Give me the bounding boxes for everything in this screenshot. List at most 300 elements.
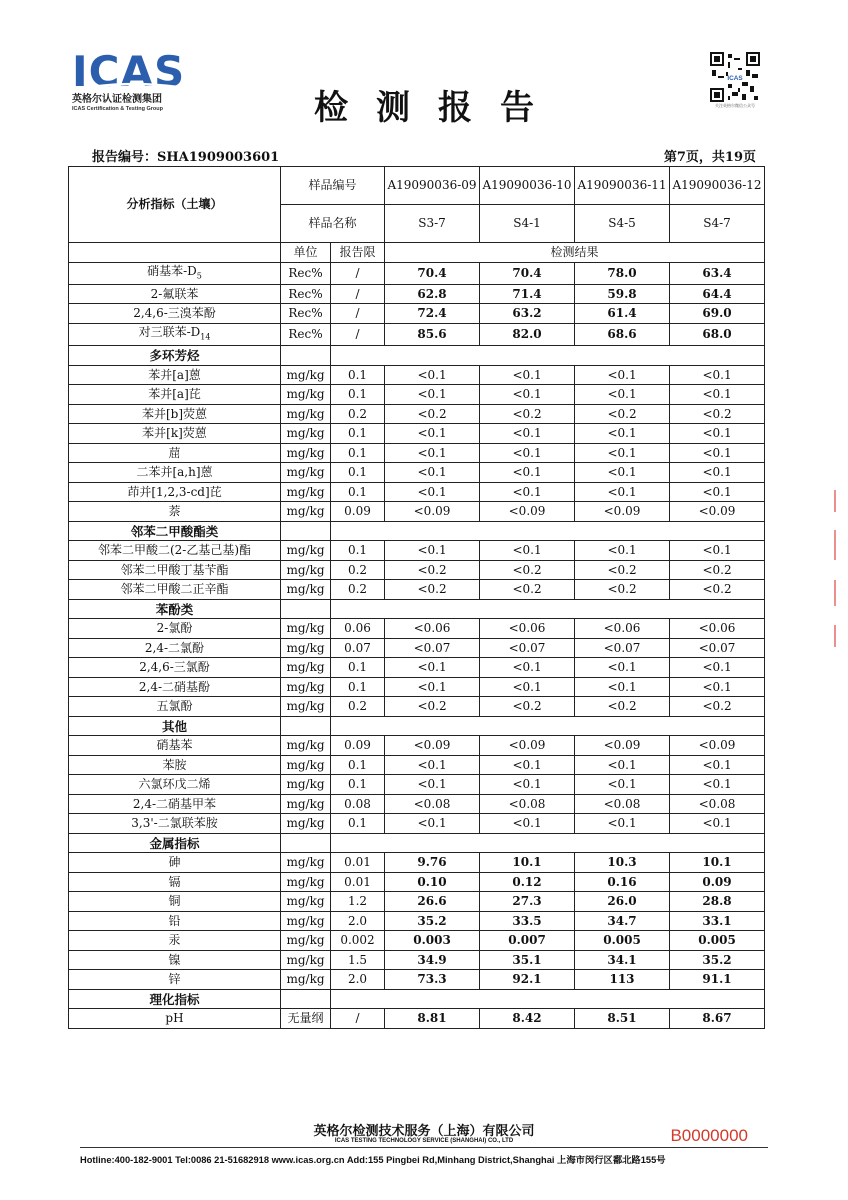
analyte-name [69, 323, 281, 345]
result-cell: <0.1 [670, 658, 765, 678]
limit-cell: 0.1 [331, 541, 385, 561]
result-cell: 59.8 [575, 284, 670, 304]
analyte-name-sub: 5 [196, 270, 202, 280]
result-cell: 35.2 [670, 950, 765, 970]
result-cell: <0.09 [480, 502, 575, 522]
result-cell: 82.0 [480, 323, 575, 345]
limit-cell: 0.1 [331, 365, 385, 385]
empty-cell [281, 833, 331, 853]
limit-cell: 0.09 [331, 736, 385, 756]
limit-cell: / [331, 1009, 385, 1029]
analyte-name: 2,4,6-三溴苯酚 [69, 304, 281, 324]
result-cell: <0.09 [385, 736, 480, 756]
section-title: 苯酚类 [69, 599, 281, 619]
unit-cell: 无量纲 [281, 1009, 331, 1029]
unit-cell: mg/kg [281, 794, 331, 814]
limit-cell: 0.01 [331, 853, 385, 873]
result-cell: <0.1 [480, 424, 575, 444]
qr-code-icon [710, 52, 760, 102]
table-row [69, 775, 765, 795]
sample-no-cell: A19090036-09 [385, 167, 480, 205]
result-cell: <0.08 [385, 794, 480, 814]
sample-no-cell: A19090036-10 [480, 167, 575, 205]
results-table [68, 166, 765, 1029]
table-row [69, 284, 765, 304]
result-cell: <0.2 [480, 580, 575, 600]
result-cell: 85.6 [385, 323, 480, 345]
result-cell: <0.1 [670, 814, 765, 834]
table-row [69, 482, 765, 502]
analyte-name: 砷 [69, 853, 281, 873]
sample-name-cell: S4-5 [575, 205, 670, 243]
result-cell: 63.2 [480, 304, 575, 324]
contact-line: Hotline:400-182-9001 Tel:0086 21-51682918 www.icas.org.cn Add:155 Pingbei Rd,Minhang District,Shanghai 上海市闵行区鄱北路155号 [80, 1155, 666, 1165]
limit-cell: / [331, 304, 385, 324]
result-cell: <0.1 [385, 658, 480, 678]
result-cell: <0.09 [670, 502, 765, 522]
result-cell: <0.1 [670, 424, 765, 444]
unit-cell: mg/kg [281, 560, 331, 580]
limit-cell: 0.08 [331, 794, 385, 814]
analyte-name [69, 262, 281, 284]
table-row [69, 638, 765, 658]
result-cell: <0.2 [385, 697, 480, 717]
result-cell: <0.1 [480, 755, 575, 775]
unit-cell: mg/kg [281, 814, 331, 834]
analyte-name: 镍 [69, 950, 281, 970]
result-cell: 78.0 [575, 262, 670, 284]
sample-no-label: 样品编号 [281, 167, 385, 205]
result-cell: <0.1 [480, 658, 575, 678]
result-cell: 8.51 [575, 1009, 670, 1029]
result-cell: <0.06 [385, 619, 480, 639]
table-row [69, 619, 765, 639]
limit-cell: 0.1 [331, 463, 385, 483]
sample-name-cell: S3-7 [385, 205, 480, 243]
section-title: 金属指标 [69, 833, 281, 853]
analyte-name: 邻苯二甲酸二(2-乙基己基)酯 [69, 541, 281, 561]
result-cell: 0.10 [385, 872, 480, 892]
limit-cell: 0.07 [331, 638, 385, 658]
result-cell: <0.2 [385, 404, 480, 424]
analyte-name: 二苯并[a,h]蒽 [69, 463, 281, 483]
result-cell: <0.2 [575, 560, 670, 580]
table-row [69, 385, 765, 405]
table-row [69, 736, 765, 756]
result-cell: 0.003 [385, 931, 480, 951]
result-cell: 64.4 [670, 284, 765, 304]
unit-cell: mg/kg [281, 736, 331, 756]
limit-cell: 0.06 [331, 619, 385, 639]
result-cell: <0.1 [480, 463, 575, 483]
result-cell: 33.5 [480, 911, 575, 931]
analyte-name: 茚并[1,2,3-cd]芘 [69, 482, 281, 502]
limit-cell: 1.5 [331, 950, 385, 970]
result-cell: 0.007 [480, 931, 575, 951]
result-cell: <0.1 [575, 814, 670, 834]
result-cell: 34.7 [575, 911, 670, 931]
sample-no-row [69, 167, 765, 205]
result-cell: <0.1 [575, 424, 670, 444]
limit-cell: 0.1 [331, 482, 385, 502]
result-cell: 72.4 [385, 304, 480, 324]
unit-label: 单位 [281, 243, 331, 263]
result-cell: 9.76 [385, 853, 480, 873]
serial-number: B0000000 [670, 1126, 748, 1145]
limit-cell: 0.1 [331, 443, 385, 463]
analyte-name: 2,4-二硝基酚 [69, 677, 281, 697]
table-row [69, 502, 765, 522]
analyte-name: pH [69, 1009, 281, 1029]
result-cell: <0.1 [385, 814, 480, 834]
result-cell: 68.0 [670, 323, 765, 345]
unit-cell: mg/kg [281, 755, 331, 775]
section-header-row [69, 599, 765, 619]
unit-cell: Rec% [281, 323, 331, 345]
empty-cell [281, 346, 331, 366]
result-cell: <0.1 [575, 365, 670, 385]
section-header-row [69, 716, 765, 736]
analyte-name: 汞 [69, 931, 281, 951]
analyte-name: 2,4-二硝基甲苯 [69, 794, 281, 814]
result-cell: <0.1 [385, 482, 480, 502]
result-cell: 26.6 [385, 892, 480, 912]
unit-cell: mg/kg [281, 872, 331, 892]
result-cell: <0.2 [575, 697, 670, 717]
result-cell: <0.1 [670, 775, 765, 795]
result-cell: 34.1 [575, 950, 670, 970]
result-cell: 10.1 [670, 853, 765, 873]
result-cell: <0.06 [670, 619, 765, 639]
result-cell: <0.07 [670, 638, 765, 658]
limit-cell: / [331, 284, 385, 304]
table-row [69, 262, 765, 284]
sample-name-cell: S4-7 [670, 205, 765, 243]
limit-cell: 0.2 [331, 580, 385, 600]
result-cell: 0.005 [670, 931, 765, 951]
result-cell: 63.4 [670, 262, 765, 284]
result-cell: <0.2 [385, 560, 480, 580]
empty-cell [331, 521, 765, 541]
limit-cell: 2.0 [331, 970, 385, 990]
result-cell: <0.1 [670, 385, 765, 405]
empty-cell [331, 599, 765, 619]
sample-no-cell: A19090036-12 [670, 167, 765, 205]
unit-cell: mg/kg [281, 404, 331, 424]
analyte-name: 苯并[k]荧蒽 [69, 424, 281, 444]
result-cell: 8.81 [385, 1009, 480, 1029]
result-cell: 27.3 [480, 892, 575, 912]
result-cell: <0.1 [575, 677, 670, 697]
result-cell: <0.1 [670, 443, 765, 463]
limit-cell: 0.1 [331, 755, 385, 775]
logo-wordmark: ICAS [72, 47, 186, 96]
unit-cell: mg/kg [281, 580, 331, 600]
result-cell: <0.1 [670, 755, 765, 775]
result-cell: <0.1 [575, 385, 670, 405]
analyte-name: 2,4,6-三氯酚 [69, 658, 281, 678]
analyte-name: 2-氯酚 [69, 619, 281, 639]
result-label: 检测结果 [385, 243, 765, 263]
table-row [69, 541, 765, 561]
limit-cell: 0.1 [331, 677, 385, 697]
table-row [69, 443, 765, 463]
result-cell: <0.1 [575, 775, 670, 795]
result-cell: <0.1 [480, 775, 575, 795]
limit-cell: / [331, 323, 385, 345]
result-cell: <0.08 [480, 794, 575, 814]
unit-cell: mg/kg [281, 892, 331, 912]
result-cell: <0.1 [575, 755, 670, 775]
table-row [69, 424, 765, 444]
unit-cell: mg/kg [281, 385, 331, 405]
company-name-en: ICAS TESTING TECHNOLOGY SERVICE (SHANGHAI) CO., LTD [334, 1138, 514, 1144]
unit-cell: mg/kg [281, 697, 331, 717]
analyte-name: 五氯酚 [69, 697, 281, 717]
limit-cell: / [331, 262, 385, 284]
analyte-name: 六氯环戊二烯 [69, 775, 281, 795]
result-cell: <0.07 [480, 638, 575, 658]
result-cell: <0.09 [670, 736, 765, 756]
result-cell: <0.1 [575, 482, 670, 502]
result-cell: <0.2 [575, 404, 670, 424]
table-row [69, 697, 765, 717]
result-cell: <0.08 [670, 794, 765, 814]
analyte-name: 硝基苯 [69, 736, 281, 756]
unit-cell: mg/kg [281, 658, 331, 678]
result-cell: 8.42 [480, 1009, 575, 1029]
result-cell: <0.2 [480, 697, 575, 717]
unit-cell: mg/kg [281, 853, 331, 873]
logo-en-text: ICAS Certification & Testing Group [72, 106, 163, 112]
unit-cell: Rec% [281, 304, 331, 324]
result-cell: <0.1 [670, 677, 765, 697]
result-cell: 26.0 [575, 892, 670, 912]
table-row [69, 323, 765, 345]
seal-edge-mark [833, 490, 838, 650]
company-name-cn: 英格尔检测技术服务（上海）有限公司 [313, 1124, 535, 1139]
result-cell: 8.67 [670, 1009, 765, 1029]
result-cell: <0.1 [670, 365, 765, 385]
table-row [69, 853, 765, 873]
analyte-name: 锌 [69, 970, 281, 990]
analyte-name-main: 对三联苯-D [138, 324, 201, 339]
report-number: 报告编号：SHA1909003601 [92, 150, 280, 165]
result-cell: <0.1 [385, 541, 480, 561]
limit-cell: 0.1 [331, 814, 385, 834]
result-cell: <0.1 [385, 443, 480, 463]
section-header-row [69, 833, 765, 853]
result-cell: 28.8 [670, 892, 765, 912]
limit-cell: 0.002 [331, 931, 385, 951]
result-cell: <0.07 [385, 638, 480, 658]
limit-cell: 0.2 [331, 404, 385, 424]
empty-cell [69, 243, 281, 263]
result-cell: <0.08 [575, 794, 670, 814]
table-row [69, 950, 765, 970]
result-cell: 70.4 [480, 262, 575, 284]
page-title: 检测报告 [314, 88, 562, 128]
table-row [69, 580, 765, 600]
table-row [69, 1009, 765, 1029]
section-title: 理化指标 [69, 989, 281, 1009]
result-cell: 92.1 [480, 970, 575, 990]
table-row [69, 970, 765, 990]
result-cell: <0.07 [575, 638, 670, 658]
unit-cell: mg/kg [281, 950, 331, 970]
unit-cell: mg/kg [281, 365, 331, 385]
result-cell: <0.1 [575, 541, 670, 561]
unit-cell: mg/kg [281, 541, 331, 561]
result-cell: <0.1 [670, 463, 765, 483]
result-cell: 70.4 [385, 262, 480, 284]
table-row [69, 814, 765, 834]
result-cell: <0.09 [575, 736, 670, 756]
result-cell: 69.0 [670, 304, 765, 324]
result-cell: <0.1 [385, 755, 480, 775]
analyte-name: 苯并[a]芘 [69, 385, 281, 405]
table-row [69, 892, 765, 912]
result-cell: <0.2 [480, 404, 575, 424]
analyte-name: 2-氟联苯 [69, 284, 281, 304]
analyte-name-sub: 14 [200, 332, 211, 342]
empty-cell [281, 599, 331, 619]
section-title: 邻苯二甲酸酯类 [69, 521, 281, 541]
table-row [69, 463, 765, 483]
page-number: 第7页，共19页 [663, 150, 756, 165]
result-cell: 68.6 [575, 323, 670, 345]
analyte-name: 2,4-二氯酚 [69, 638, 281, 658]
result-cell: <0.1 [385, 775, 480, 795]
result-cell: <0.09 [480, 736, 575, 756]
result-cell: <0.06 [480, 619, 575, 639]
table-row [69, 872, 765, 892]
section-header-row [69, 346, 765, 366]
unit-cell: Rec% [281, 262, 331, 284]
analyte-name: 铜 [69, 892, 281, 912]
result-cell: <0.2 [670, 404, 765, 424]
analyte-name: 䓛 [69, 443, 281, 463]
result-cell: 35.2 [385, 911, 480, 931]
analyte-name: 苯并[a]蒽 [69, 365, 281, 385]
unit-cell: mg/kg [281, 463, 331, 483]
result-cell: 0.005 [575, 931, 670, 951]
limit-cell: 0.01 [331, 872, 385, 892]
logo-cn-text: 英格尔认证检测集团 [72, 94, 162, 105]
empty-cell [281, 716, 331, 736]
analyte-name: 萘 [69, 502, 281, 522]
table-row [69, 365, 765, 385]
result-cell: <0.2 [670, 697, 765, 717]
table-row [69, 560, 765, 580]
empty-cell [331, 346, 765, 366]
result-cell: 0.12 [480, 872, 575, 892]
empty-cell [331, 989, 765, 1009]
result-cell: <0.2 [575, 580, 670, 600]
unit-cell: mg/kg [281, 502, 331, 522]
limit-cell: 2.0 [331, 911, 385, 931]
empty-cell [281, 521, 331, 541]
result-cell: 91.1 [670, 970, 765, 990]
limit-label: 报告限 [331, 243, 385, 263]
result-cell: <0.09 [575, 502, 670, 522]
table-row [69, 404, 765, 424]
table-row [69, 911, 765, 931]
result-cell: 71.4 [480, 284, 575, 304]
section-header-row [69, 521, 765, 541]
table-row [69, 794, 765, 814]
result-cell: 73.3 [385, 970, 480, 990]
analyte-name: 苯并[b]荧蒽 [69, 404, 281, 424]
analyte-name: 铅 [69, 911, 281, 931]
analyte-name: 邻苯二甲酸二正辛酯 [69, 580, 281, 600]
limit-cell: 0.09 [331, 502, 385, 522]
result-cell: <0.1 [480, 443, 575, 463]
result-cell: <0.1 [385, 677, 480, 697]
table-row [69, 677, 765, 697]
limit-cell: 0.1 [331, 775, 385, 795]
unit-cell: mg/kg [281, 677, 331, 697]
section-header-row [69, 989, 765, 1009]
result-cell: 35.1 [480, 950, 575, 970]
empty-cell [331, 833, 765, 853]
unit-cell: mg/kg [281, 775, 331, 795]
unit-header-row [69, 243, 765, 263]
result-cell: <0.2 [480, 560, 575, 580]
result-cell: 33.1 [670, 911, 765, 931]
table-row [69, 658, 765, 678]
result-cell: 62.8 [385, 284, 480, 304]
result-cell: <0.2 [670, 560, 765, 580]
unit-cell: mg/kg [281, 443, 331, 463]
limit-cell: 0.1 [331, 385, 385, 405]
limit-cell: 1.2 [331, 892, 385, 912]
result-cell: <0.1 [385, 385, 480, 405]
unit-cell: mg/kg [281, 619, 331, 639]
result-cell: 0.16 [575, 872, 670, 892]
unit-cell: mg/kg [281, 970, 331, 990]
result-cell: <0.1 [480, 365, 575, 385]
unit-cell: mg/kg [281, 482, 331, 502]
section-title: 其他 [69, 716, 281, 736]
result-cell: <0.1 [575, 443, 670, 463]
footer-divider [80, 1147, 768, 1148]
result-cell: <0.1 [480, 482, 575, 502]
result-cell: 61.4 [575, 304, 670, 324]
results-table-body [69, 167, 765, 1029]
analyte-name-main: 硝基苯-D [147, 263, 197, 278]
result-cell: <0.1 [480, 814, 575, 834]
table-row [69, 755, 765, 775]
unit-cell: mg/kg [281, 638, 331, 658]
table-row [69, 931, 765, 951]
analyte-name: 3,3'-二氯联苯胺 [69, 814, 281, 834]
analyte-name: 镉 [69, 872, 281, 892]
unit-cell: mg/kg [281, 911, 331, 931]
result-cell: 10.3 [575, 853, 670, 873]
analyte-name: 邻苯二甲酸丁基苄酯 [69, 560, 281, 580]
result-cell: <0.1 [670, 541, 765, 561]
empty-cell [331, 716, 765, 736]
limit-cell: 0.1 [331, 424, 385, 444]
result-cell: <0.1 [385, 424, 480, 444]
analyte-header: 分析指标（土壤） [69, 167, 281, 243]
unit-cell: mg/kg [281, 424, 331, 444]
result-cell: <0.06 [575, 619, 670, 639]
result-cell: <0.2 [385, 580, 480, 600]
sample-name-cell: S4-1 [480, 205, 575, 243]
qr-caption: 关注英格尔微信公众号 [715, 103, 755, 108]
